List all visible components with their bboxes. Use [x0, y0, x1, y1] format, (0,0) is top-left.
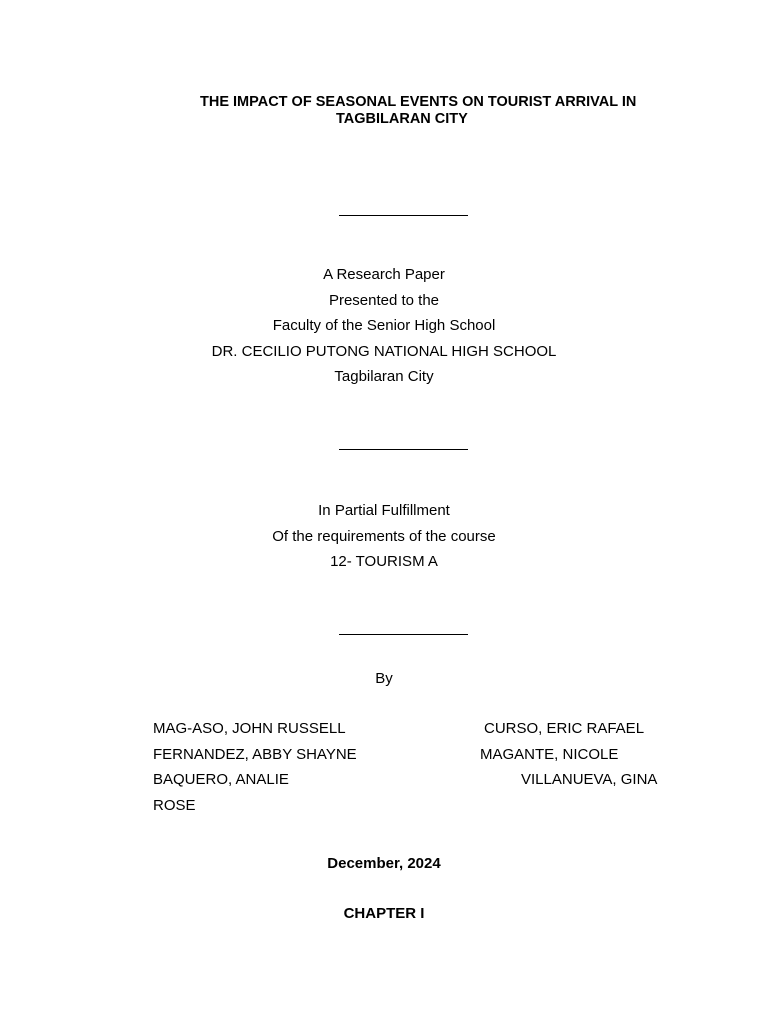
title-line-2: TAGBILARAN CITY — [336, 111, 468, 127]
author-left-3: BAQUERO, ANALIE — [153, 771, 289, 788]
author-right-3: VILLANUEVA, GINA — [521, 771, 658, 788]
presentation-line-3: Faculty of the Senior High School — [272, 317, 496, 334]
title-line-1: THE IMPACT OF SEASONAL EVENTS ON TOURIST ARRIVAL IN — [200, 94, 637, 110]
fulfillment-line-1: In Partial Fulfillment — [318, 502, 450, 519]
presentation-line-5: Tagbilaran City — [334, 368, 434, 385]
separator-line — [339, 449, 468, 450]
author-right-1: CURSO, ERIC RAFAEL — [484, 720, 645, 737]
separator-line — [339, 634, 468, 635]
separator-line — [339, 215, 468, 216]
author-left-2: FERNANDEZ, ABBY SHAYNE — [153, 746, 357, 763]
chapter-heading: CHAPTER I — [343, 905, 425, 922]
author-left-1: MAG-ASO, JOHN RUSSELL — [153, 720, 346, 737]
fulfillment-line-3: 12- TOURISM A — [330, 553, 438, 570]
author-right-2: MAGANTE, NICOLE — [480, 746, 619, 763]
presentation-line-4: DR. CECILIO PUTONG NATIONAL HIGH SCHOOL — [211, 343, 557, 360]
author-left-4: ROSE — [153, 797, 196, 814]
date-text: December, 2024 — [327, 855, 441, 872]
presentation-line-1: A Research Paper — [323, 266, 445, 283]
presentation-line-2: Presented to the — [328, 292, 440, 309]
by-label: By — [375, 670, 393, 687]
fulfillment-line-2: Of the requirements of the course — [272, 528, 496, 545]
